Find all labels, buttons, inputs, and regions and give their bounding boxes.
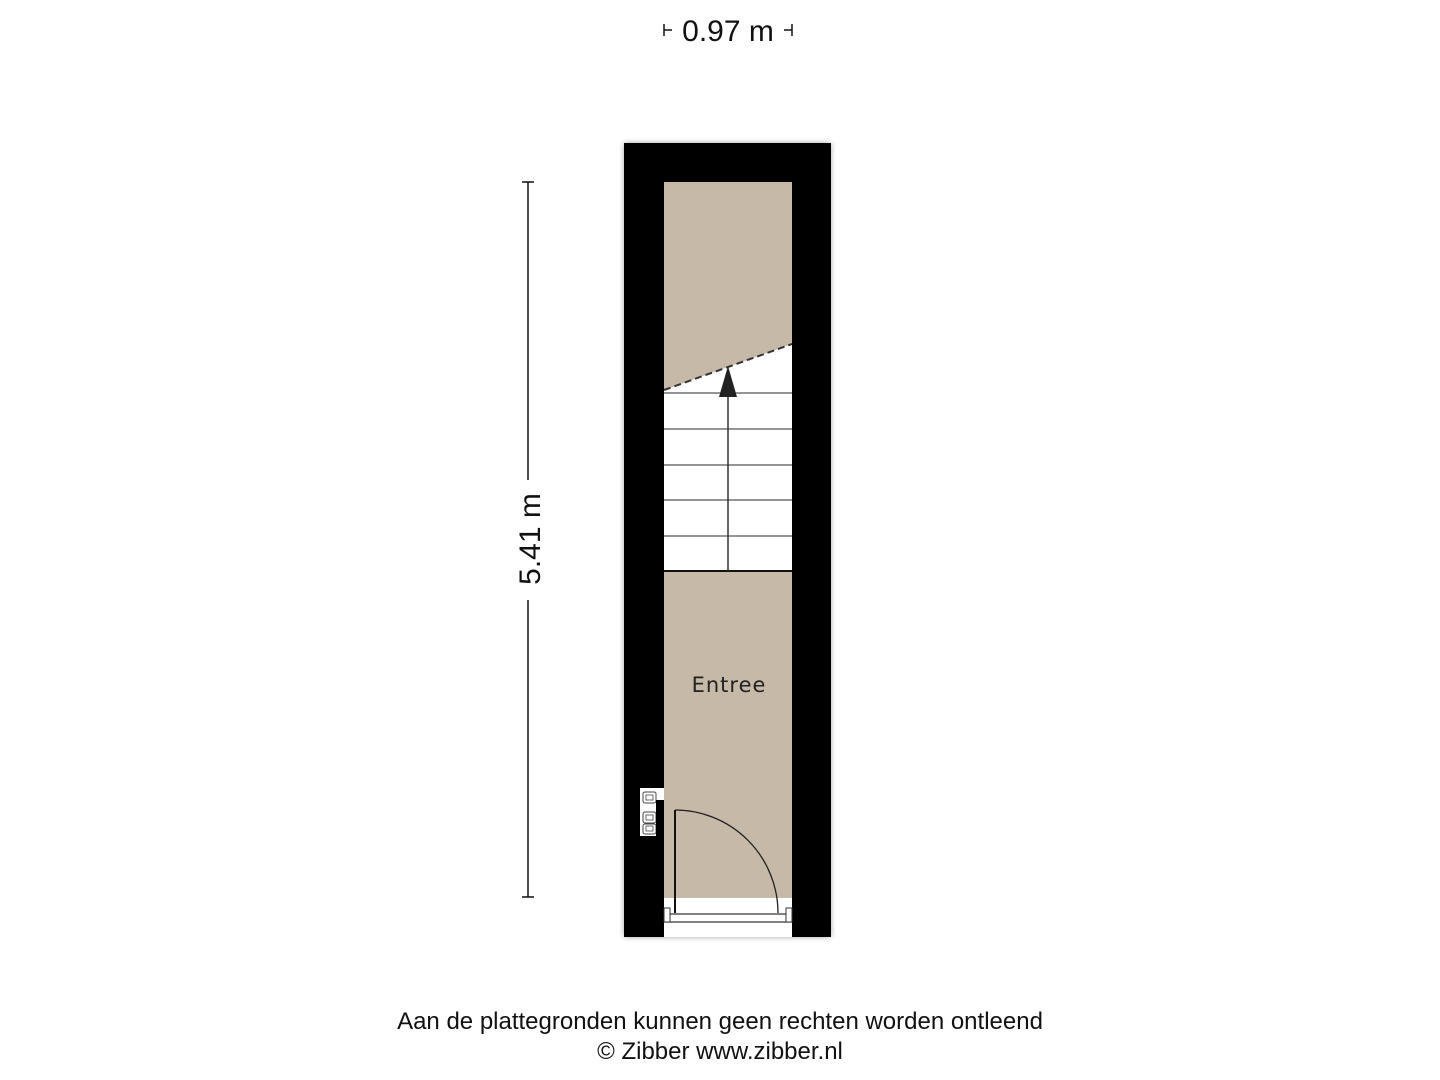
copyright-text: © Zibber www.zibber.nl [597,1038,843,1065]
length-dimension-label: 5.41 m [514,493,547,585]
room-label-entree: Entree [691,673,767,697]
disclaimer-text: Aan de plattegronden kunnen geen rechten worden ontleend [397,1008,1043,1035]
wall-switch-icon [640,788,664,836]
length-dimension [514,182,547,897]
width-dimension [664,15,792,48]
width-dimension-label: 0.97 m [682,15,774,48]
